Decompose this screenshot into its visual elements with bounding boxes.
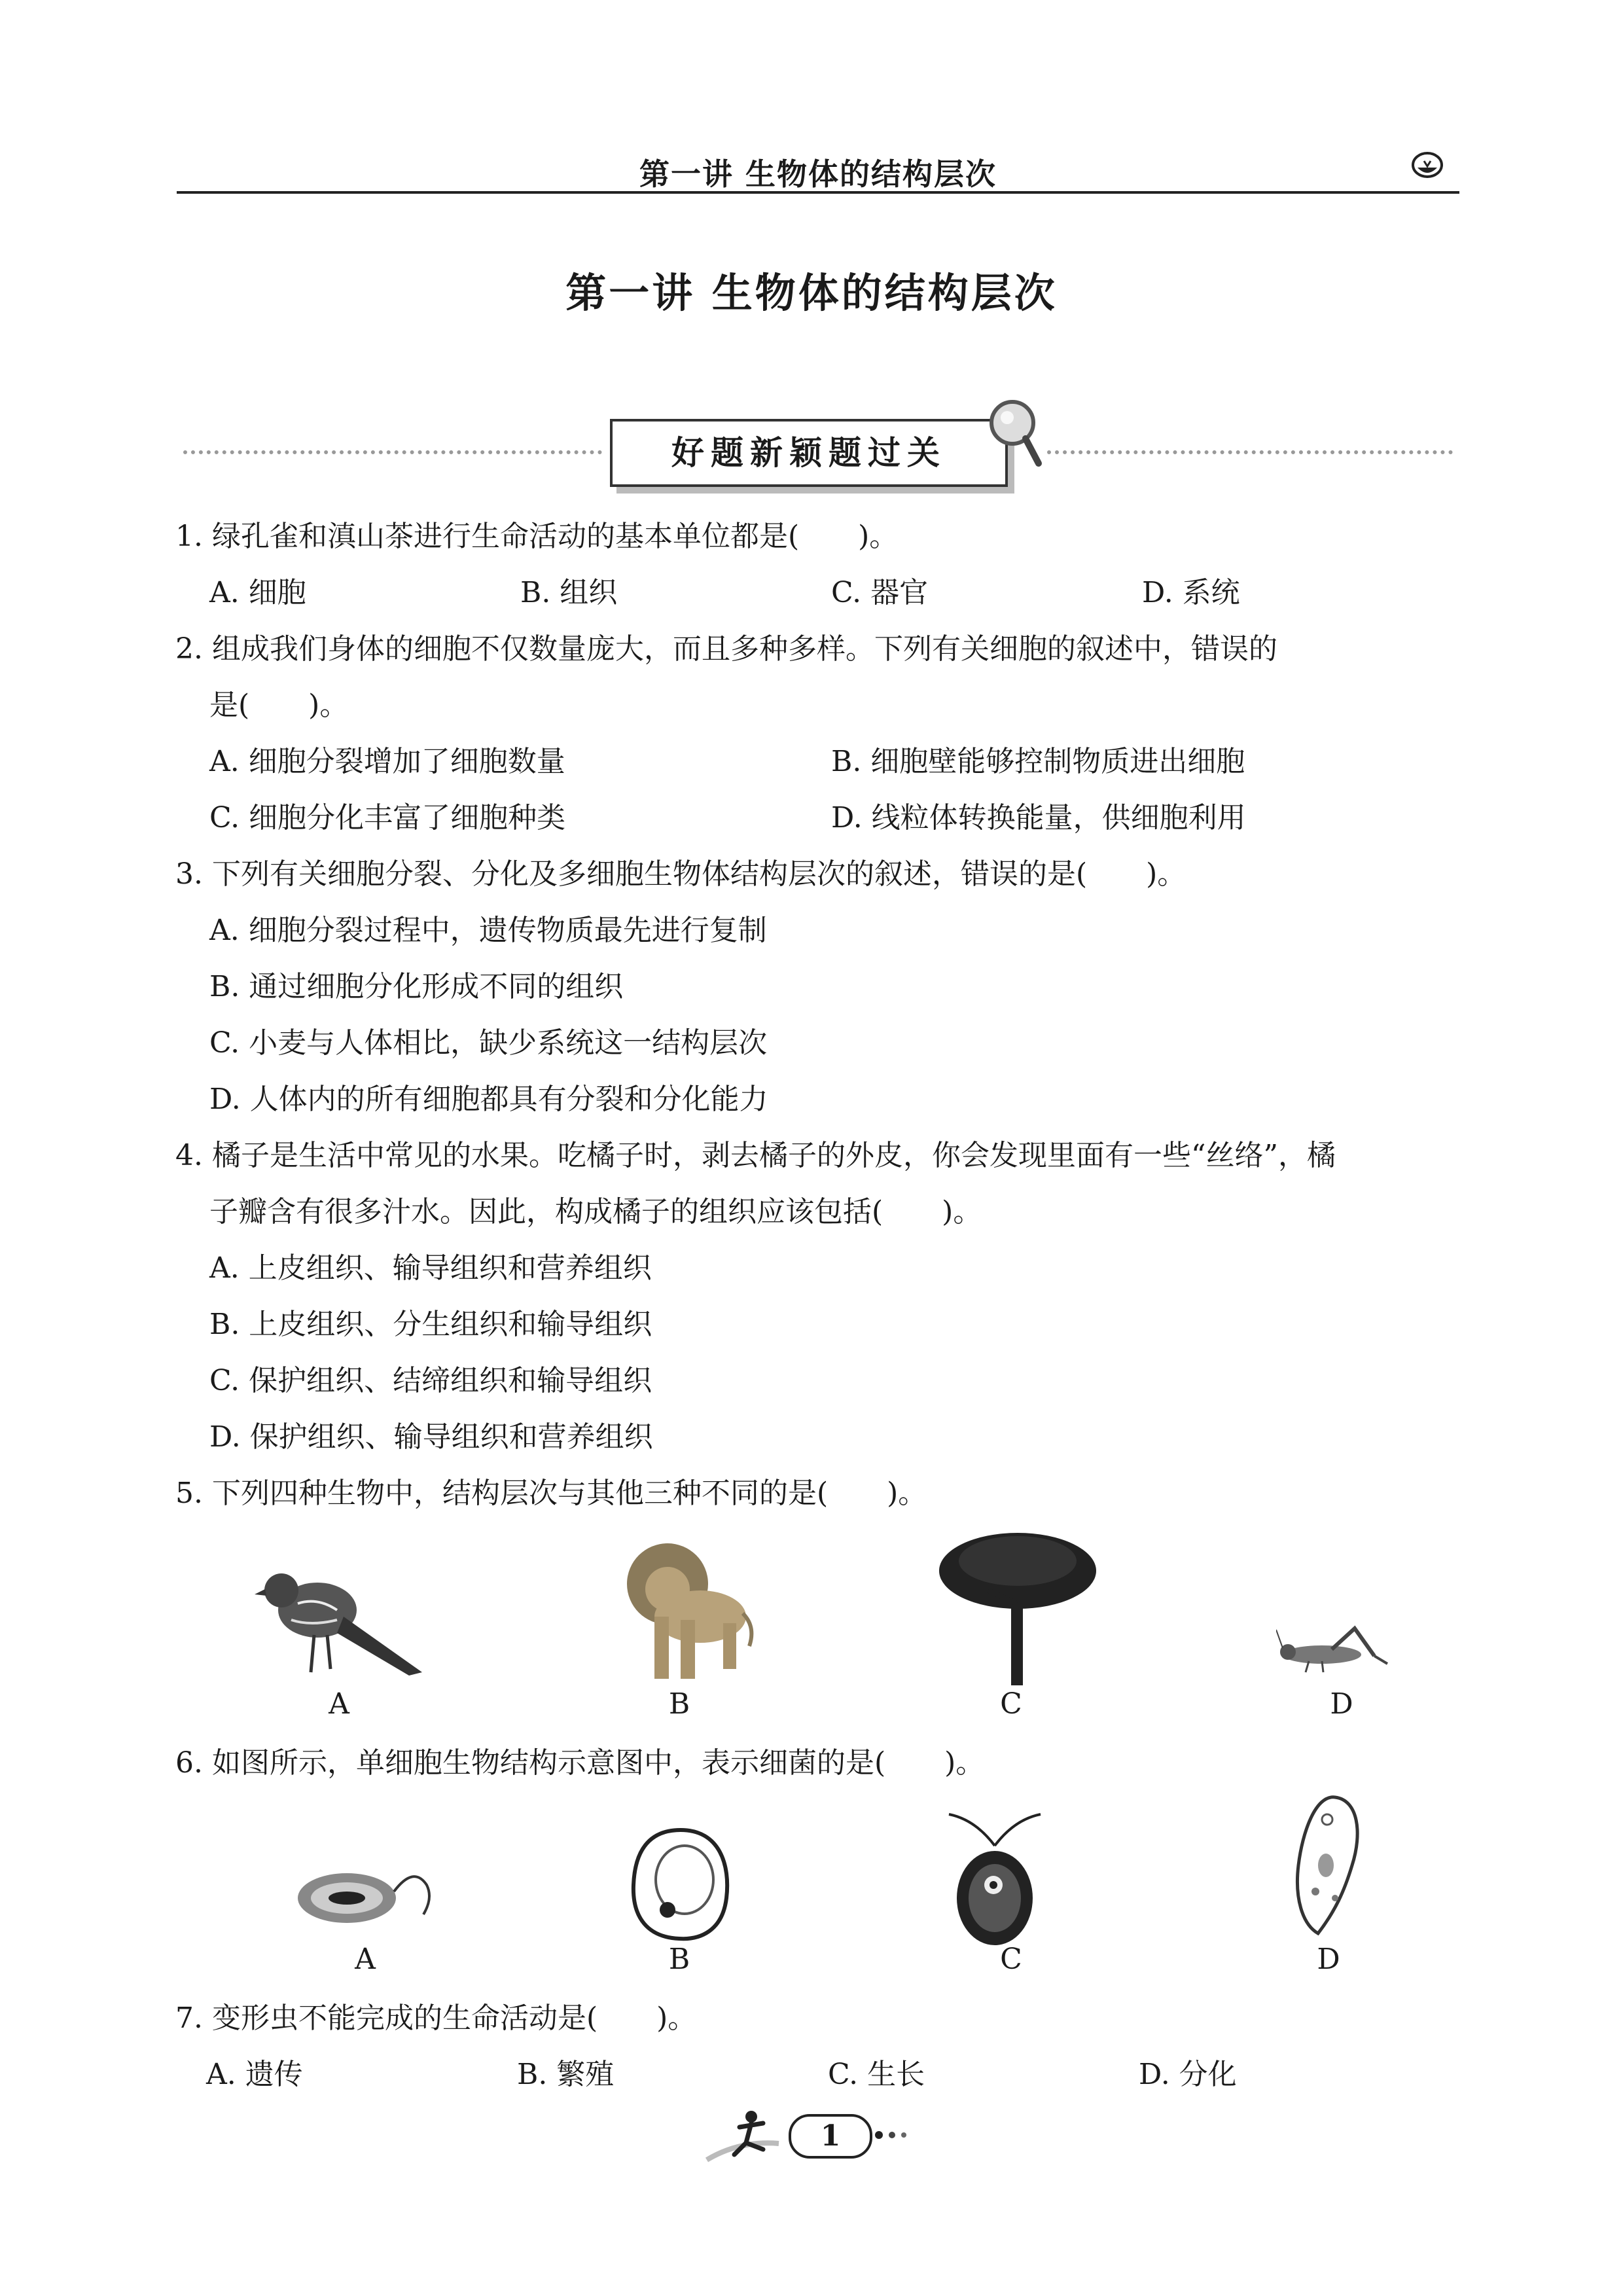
question-7 — [175, 1999, 696, 2038]
q4-option-c[interactable]: C. 保护组织、结缔组织和输导组织 — [209, 1364, 652, 1397]
question-4-stem2: 子瓣含有很多汁水。因此，构成橘子的组织应该包括( — [209, 1195, 883, 1229]
q6-label-d: D — [1317, 1943, 1340, 1976]
dots-icon — [874, 2128, 913, 2142]
q3-option-d[interactable]: D. 人体内的所有细胞都具有分裂和分化能力 — [209, 1083, 768, 1116]
q7-option-d[interactable]: D. 分化 — [1139, 2058, 1237, 2091]
q2-option-c[interactable]: C. 细胞分化丰富了细胞种类 — [209, 801, 566, 834]
q4-option-b[interactable]: B. 上皮组织、分生组织和输导组织 — [209, 1308, 652, 1341]
magnifier-icon — [985, 399, 1044, 471]
page-title: 第一讲 生物体的结构层次 — [565, 269, 1058, 317]
running-header — [177, 145, 1459, 194]
question-6-stem-end: )。 — [944, 1746, 985, 1780]
q1-option-d[interactable]: D. 系统 — [1142, 576, 1240, 609]
q2-option-a[interactable]: A. 细胞分裂增加了细胞数量 — [209, 745, 565, 778]
question-3 — [175, 855, 1186, 894]
q7-option-c[interactable]: C. 生长 — [828, 2058, 925, 2091]
question-7-stem-end: )。 — [656, 2001, 697, 2035]
q5-label-a: A — [329, 1687, 349, 1721]
page-footer — [694, 2108, 929, 2173]
q5-label-c: C — [1000, 1687, 1022, 1721]
q4-option-d[interactable]: D. 保护组织、输导组织和营养组织 — [209, 1420, 653, 1454]
tree-image[interactable] — [936, 1532, 1099, 1689]
question-5-stem-end: )。 — [887, 1477, 927, 1510]
q1-option-c[interactable]: C. 器官 — [831, 576, 929, 609]
section-banner-label: 好题新颖题过关 — [610, 419, 1008, 487]
question-4-line2 — [209, 1193, 982, 1232]
question-2-stem2-end: )。 — [308, 689, 349, 722]
banner-divider-left — [183, 450, 602, 454]
q1-option-b[interactable]: B. 组织 — [520, 576, 618, 609]
question-7-stem: 7. 变形虫不能完成的生命活动是( — [175, 2001, 598, 2035]
q1-option-a[interactable]: A. 细胞 — [209, 576, 306, 609]
q2-option-b[interactable]: B. 细胞壁能够控制物质进出细胞 — [831, 745, 1245, 778]
q7-option-b[interactable]: B. 繁殖 — [517, 2058, 615, 2091]
section-banner — [602, 412, 1027, 491]
question-1-stem: 1. 绿孔雀和滇山茶进行生命活动的基本单位都是( — [175, 520, 800, 553]
question-5-stem: 5. 下列四种生物中，结构层次与其他三种不同的是( — [175, 1477, 829, 1510]
question-2-line2 — [209, 686, 348, 725]
question-1-stem-end: )。 — [858, 520, 899, 553]
page-number: 1 — [789, 2114, 872, 2159]
question-6-stem: 6. 如图所示，单细胞生物结构示意图中，表示细菌的是( — [175, 1746, 886, 1780]
bird-image[interactable] — [252, 1558, 429, 1689]
q4-option-a[interactable]: A. 上皮组织、输导组织和营养组织 — [209, 1251, 652, 1285]
question-1 — [175, 517, 898, 556]
q6-label-b: B — [668, 1943, 690, 1976]
q3-option-b[interactable]: B. 通过细胞分化形成不同的组织 — [209, 970, 624, 1003]
q5-label-d: D — [1330, 1687, 1353, 1721]
chlamydomonas-image[interactable] — [936, 1806, 1054, 1950]
bacterium-image[interactable] — [294, 1859, 438, 1931]
question-5 — [175, 1474, 927, 1513]
yeast-cell-image[interactable] — [628, 1826, 733, 1944]
question-4-stem2-end: )。 — [942, 1195, 982, 1229]
q7-option-a[interactable]: A. 遗传 — [206, 2058, 303, 2091]
q3-option-c[interactable]: C. 小麦与人体相比，缺少系统这一结构层次 — [209, 1026, 768, 1060]
question-3-stem: 3. 下列有关细胞分裂、分化及多细胞生物体结构层次的叙述，错误的是( — [175, 857, 1088, 891]
question-2-stem2: 是( — [209, 689, 250, 722]
q6-label-c: C — [1000, 1943, 1022, 1976]
question-3-stem-end: )。 — [1146, 857, 1186, 891]
q3-option-a[interactable]: A. 细胞分裂过程中，遗传物质最先进行复制 — [209, 914, 767, 947]
question-4: 4. 橘子是生活中常见的水果。吃橘子时，剥去橘子的外皮，你会发现里面有一些“丝络”，橘 — [175, 1139, 1336, 1172]
runner-icon — [700, 2108, 785, 2166]
banner-divider-right — [1047, 450, 1453, 454]
lion-image[interactable] — [615, 1538, 759, 1689]
grasshopper-image[interactable] — [1276, 1623, 1394, 1676]
header-logo-icon — [1408, 151, 1446, 182]
paramecium-image[interactable] — [1289, 1793, 1368, 1937]
running-title: 第一讲 生物体的结构层次 — [639, 156, 997, 192]
question-6 — [175, 1744, 984, 1783]
q2-option-d[interactable]: D. 线粒体转换能量，供细胞利用 — [831, 801, 1246, 834]
q6-label-a: A — [355, 1943, 376, 1976]
question-2: 2. 组成我们身体的细胞不仅数量庞大，而且多种多样。下列有关细胞的叙述中，错误的 — [175, 632, 1277, 666]
q5-label-b: B — [668, 1687, 690, 1721]
